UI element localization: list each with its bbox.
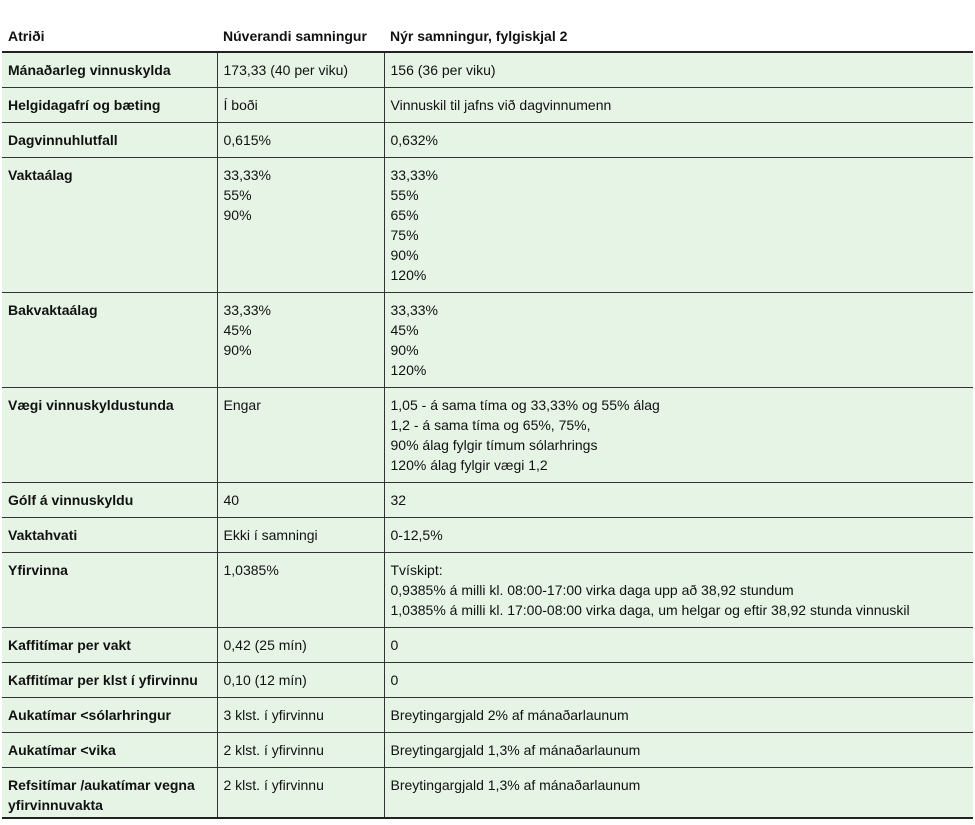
row-label-line: Vægi vinnuskyldustunda [8,396,174,413]
new-value-line: 75% [390,226,419,243]
current-agreement-cell [217,52,384,87]
current-value-line: 0,615% [223,131,271,148]
current-agreement-cell [217,767,384,818]
new-value-line: 55% [390,186,419,203]
table-row [2,122,973,157]
row-label-cell [2,627,217,662]
table-row [2,482,973,517]
new-value-line: 90% [390,341,419,358]
new-value-line: 90% álag fylgir tímum sólarhrings [390,436,598,453]
row-label-cell [2,552,217,627]
row-label-line: Gólf á vinnuskyldu [8,491,134,508]
new-value-line: 33,33% [390,166,438,183]
new-agreement-cell [384,87,973,122]
row-label-line: yfirvinnuvakta [8,796,103,813]
new-value-line: 45% [390,321,419,338]
table-header [2,19,973,52]
row-label-cell [2,517,217,552]
new-value-line: 32 [390,491,407,508]
row-label-line: Bakvaktaálag [8,301,98,318]
table-row [2,157,973,292]
current-agreement-cell [217,697,384,732]
table-row [2,662,973,697]
current-agreement-cell [217,552,384,627]
new-agreement-cell [384,697,973,732]
current-value-line: 2 klst. í yfirvinnu [223,776,324,793]
header-new-agreement: Nýr samningur, fylgiskjal 2 [384,19,973,52]
current-value-line: 0,10 (12 mín) [223,671,307,688]
current-value-line: 2 klst. í yfirvinnu [223,741,324,758]
new-agreement-cell [384,732,973,767]
new-value-line: Tvískipt: [390,561,443,578]
current-agreement-cell [217,122,384,157]
new-value-line: 120% [390,266,427,283]
table-row [2,52,973,87]
new-agreement-cell [384,387,973,482]
row-label-line: Mánaðarleg vinnuskylda [8,62,171,78]
new-value-line: 65% [390,206,419,223]
new-value-line: 0,632% [390,131,438,148]
table-row [2,552,973,627]
current-value-line: Engar [223,396,261,413]
header-current-agreement: Núverandi samningur [217,19,384,52]
row-label-line: Kaffitímar per vakt [8,636,131,653]
new-value-line: 0 [390,671,399,688]
new-agreement-cell [384,662,973,697]
current-value-line: 33,33% [223,166,271,183]
new-value-line: 1,2 - á sama tíma og 65%, 75%, [390,416,591,433]
table-row [2,517,973,552]
current-agreement-cell [217,482,384,517]
new-agreement-cell [384,292,973,387]
current-value-line: 90% [223,341,252,358]
row-label-line: Refsitímar /aukatímar vegna [8,776,195,793]
table-row [2,87,973,122]
row-label-cell [2,482,217,517]
current-value-line: 45% [223,321,252,338]
header-item: Atriði [2,19,217,52]
table-row [2,697,973,732]
row-label-line: Aukatímar <vika [8,741,116,758]
new-value-line: Vinnuskil til jafns við dagvinnumenn [390,96,612,113]
new-value-line: Breytingargjald 1,3% af mánaðarlaunum [390,776,641,793]
row-label-cell [2,122,217,157]
table-row [2,627,973,662]
current-agreement-cell [217,627,384,662]
new-value-line: 0,9385% á milli kl. 08:00-17:00 virka daga upp að 38,92 stundum [390,581,794,598]
table-row [2,292,973,387]
current-value-line: 40 [223,491,240,508]
comparison-table [2,19,973,819]
current-value-line: 0,42 (25 mín) [223,636,307,653]
new-value-line: 33,33% [390,301,438,318]
row-label-line: Vaktahvati [8,526,78,543]
table-row [2,387,973,482]
table-row [2,767,973,818]
current-agreement-cell [217,732,384,767]
row-label-line: Vaktaálag [8,166,73,183]
current-value-line: Ekki í samningi [223,526,318,543]
new-agreement-cell [384,122,973,157]
new-agreement-cell [384,482,973,517]
current-agreement-cell [217,87,384,122]
new-value-line: 120% álag fylgir vægi 1,2 [390,456,548,473]
new-agreement-cell [384,517,973,552]
new-value-line: Breytingargjald 1,3% af mánaðarlaunum [390,741,641,758]
new-value-line: 1,0385% á milli kl. 17:00-08:00 virka daga, um helgar og eftir 38,92 stunda vinnuskil [390,601,910,618]
new-value-line: 156 (36 per viku) [390,62,496,78]
row-label-line: Yfirvinna [8,561,68,578]
current-agreement-cell [217,387,384,482]
new-value-line: 120% [390,361,427,378]
table-row [2,732,973,767]
new-value-line: 1,05 - á sama tíma og 33,33% og 55% álag [390,396,660,413]
current-value-line: 55% [223,186,252,203]
current-value-line: 173,33 (40 per viku) [223,62,349,78]
new-agreement-cell [384,767,973,818]
current-agreement-cell [217,517,384,552]
row-label-cell [2,662,217,697]
current-value-line: 3 klst. í yfirvinnu [223,706,324,723]
new-value-line: 0 [390,636,399,653]
current-value-line: 90% [223,206,252,223]
current-value-line: 1,0385% [223,561,279,578]
current-agreement-cell [217,292,384,387]
new-agreement-cell [384,52,973,87]
new-value-line: Breytingargjald 2% af mánaðarlaunum [390,706,629,723]
new-value-line: 0-12,5% [390,526,443,543]
new-agreement-cell [384,552,973,627]
current-agreement-cell [217,662,384,697]
new-value-line: 90% [390,246,419,263]
row-label-line: Helgidagafrí og bæting [8,96,161,113]
row-label-cell [2,52,217,87]
row-label-cell [2,387,217,482]
new-agreement-cell [384,627,973,662]
row-label-cell [2,767,217,818]
row-label-cell [2,87,217,122]
row-label-line: Aukatímar <sólarhringur [8,706,171,723]
row-label-cell [2,697,217,732]
row-label-cell [2,292,217,387]
current-value-line: 33,33% [223,301,271,318]
current-value-line: Í boði [223,96,258,113]
current-agreement-cell [217,157,384,292]
new-agreement-cell [384,157,973,292]
row-label-line: Dagvinnuhlutfall [8,131,118,148]
row-label-cell [2,732,217,767]
table-body [2,52,973,818]
row-label-line: Kaffitímar per klst í yfirvinnu [8,671,198,688]
header-row [2,19,973,52]
row-label-cell [2,157,217,292]
